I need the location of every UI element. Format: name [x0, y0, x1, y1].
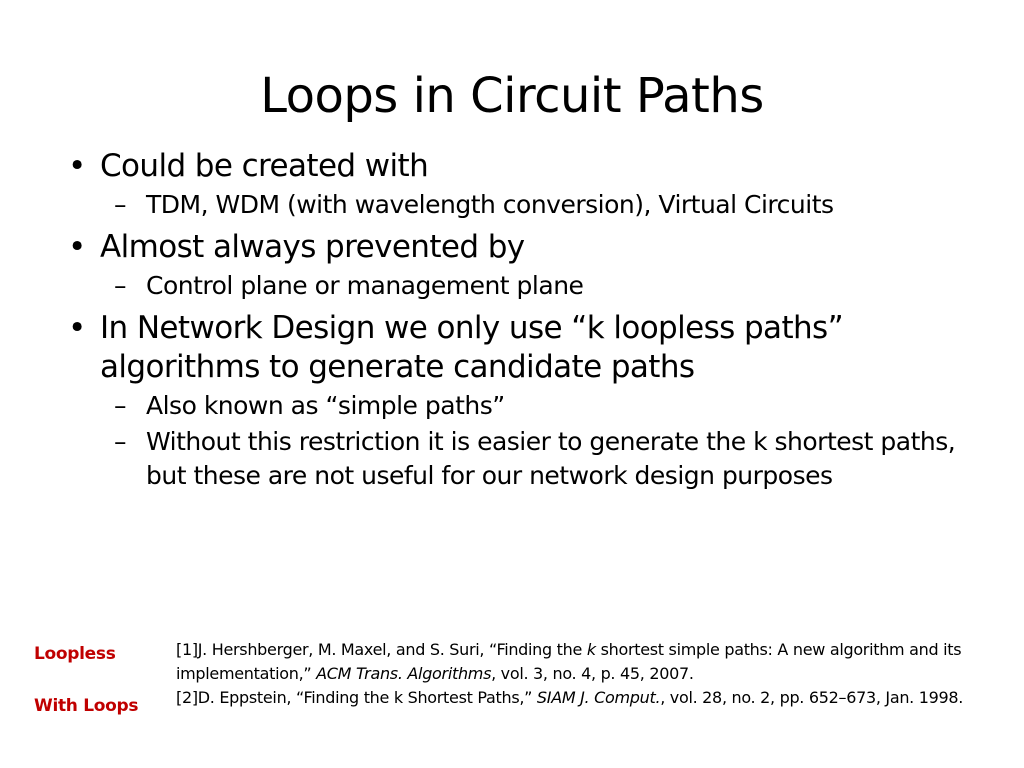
references-block	[0, 632, 1024, 752]
bullet-text: Could be created with	[100, 148, 429, 184]
slide-title: Loops in Circuit Paths	[260, 68, 764, 124]
citation-1-k: k	[586, 640, 596, 659]
citation-1-part2: shortest simple paths: A new algorithm and its implementation,”	[176, 640, 962, 683]
dash-marker: –	[114, 427, 126, 456]
bullet-text: Almost always prevented by	[100, 229, 525, 265]
dash-marker: –	[114, 271, 126, 300]
citation-2	[176, 686, 986, 710]
sub-bullet-text: Without this restriction it is easier to generate the k shortest paths, but these are not useful for our network design purposes	[146, 427, 956, 490]
bullet-almost-always-prevented	[68, 228, 978, 267]
sub-bullet-text: Also known as “simple paths”	[146, 391, 505, 420]
slide-body	[68, 144, 978, 493]
sub-bullet-control-plane	[68, 269, 978, 303]
with-loops-tag: With Loops	[34, 696, 139, 716]
bullet-marker: •	[68, 148, 86, 184]
sub-bullet-text: Control plane or management plane	[146, 271, 584, 300]
citations	[176, 638, 986, 710]
dash-marker: –	[114, 190, 126, 219]
citation-2-part1: [2]D. Eppstein, “Finding the k Shortest Paths,”	[176, 688, 537, 707]
citation-1	[176, 638, 986, 686]
citation-1-part3: , vol. 3, no. 4, p. 45, 2007.	[491, 664, 694, 683]
bullet-text: In Network Design we only use “k loopless paths” algorithms to generate candidate paths	[100, 310, 844, 385]
sub-bullet-without-restriction	[68, 425, 978, 493]
citation-1-part1: [1]J. Hershberger, M. Maxel, and S. Suri, “Finding the	[176, 640, 587, 659]
citation-2-part2: , vol. 28, no. 2, pp. 652–673, Jan. 1998.	[660, 688, 964, 707]
sub-bullet-tdm-wdm	[68, 188, 978, 222]
bullet-could-be-created	[68, 147, 978, 186]
bullet-marker: •	[68, 229, 86, 265]
loopless-tag: Loopless	[34, 644, 116, 664]
citation-2-journal: SIAM J. Comput.	[536, 688, 661, 707]
bullet-network-design	[68, 309, 978, 387]
sub-bullet-text: TDM, WDM (with wavelength conversion), Virtual Circuits	[146, 190, 834, 219]
dash-marker: –	[114, 391, 126, 420]
citation-1-journal: ACM Trans. Algorithms	[316, 664, 492, 683]
bullet-marker: •	[68, 310, 86, 346]
sub-bullet-simple-paths	[68, 389, 978, 423]
